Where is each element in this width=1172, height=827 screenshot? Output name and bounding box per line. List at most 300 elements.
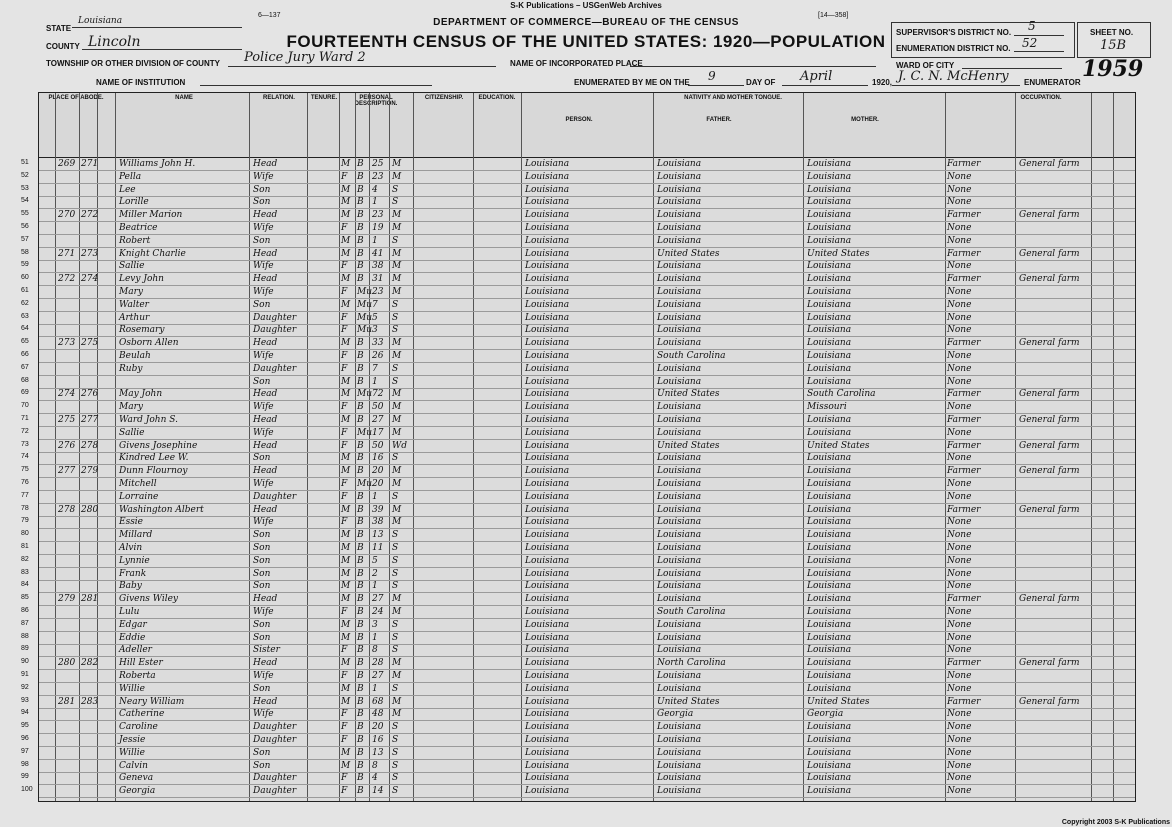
cell-race: B [357, 658, 364, 669]
cell-name: Calvin [119, 760, 148, 771]
cell-birth: Louisiana [525, 491, 570, 502]
cell-age: 38 [372, 261, 384, 272]
cell-birth: Louisiana [525, 683, 570, 694]
cell-sex: M [341, 159, 351, 169]
table-row [21, 235, 1135, 248]
cell-mar: S [392, 735, 399, 745]
cell-sex: M [341, 594, 351, 605]
cell-father: Louisiana [657, 773, 702, 784]
cell-birth: Louisiana [525, 338, 570, 349]
cell-family: 274 [81, 274, 99, 285]
cell-mar: S [392, 645, 399, 656]
table-row [21, 671, 1135, 683]
day-of-label: DAY OF [746, 78, 776, 87]
cell-father: Louisiana [657, 645, 702, 656]
cell-family: 279 [81, 466, 99, 477]
cell-age: 5 [372, 312, 378, 323]
cell-dwelling: 278 [58, 504, 76, 515]
county-line [82, 49, 242, 50]
cell-name: Lynnie [119, 555, 150, 566]
cell-industry: General farm [1019, 440, 1080, 451]
cell-name: Lee [119, 184, 136, 195]
cell-age: 50 [372, 402, 384, 413]
ward-label: WARD OF CITY [896, 61, 955, 70]
cell-race: B [357, 568, 364, 579]
cell-sex: F [341, 607, 348, 617]
cell-father: Louisiana [657, 632, 702, 643]
cell-occ: None [947, 363, 972, 374]
cell-occ: None [947, 376, 972, 387]
cell-sex: M [341, 210, 351, 221]
cell-name: Eddie [119, 632, 146, 643]
cell-rel: Son [253, 235, 271, 246]
cell-mother: Louisiana [807, 568, 852, 579]
cell-race: B [357, 760, 364, 771]
cell-race: B [357, 235, 364, 246]
cell-line: 68 [21, 376, 29, 384]
cell-mother: Louisiana [807, 517, 852, 528]
cell-mar: M [392, 223, 402, 233]
cell-birth: Louisiana [525, 658, 570, 669]
table-row [21, 709, 1135, 721]
cell-line: 78 [21, 504, 29, 512]
cell-mother: Louisiana [807, 479, 852, 489]
day-line [688, 85, 744, 86]
cell-mother: Louisiana [807, 619, 852, 630]
cell-mar: S [392, 325, 399, 336]
cell-sex: M [341, 683, 351, 694]
cell-mother: Louisiana [807, 786, 852, 797]
stamp-number: 1959 [1082, 56, 1144, 82]
cell-mar: M [392, 466, 402, 477]
cell-line: 53 [21, 184, 29, 192]
cell-sex: M [341, 184, 351, 195]
cell-father: Georgia [657, 709, 694, 720]
cell-mar: S [392, 312, 399, 323]
cell-age: 14 [372, 786, 384, 797]
cell-father: Louisiana [657, 543, 702, 553]
cell-family: 281 [81, 594, 99, 605]
cell-race: Mu [357, 287, 373, 297]
cell-name: Mitchell [119, 479, 157, 489]
cell-birth: Louisiana [525, 581, 570, 592]
cell-sex: F [341, 671, 348, 681]
cell-age: 13 [372, 530, 384, 541]
publisher-banner: S-K Publications – USGenWeb Archives [510, 1, 662, 10]
cell-race: B [357, 210, 364, 221]
cell-rel: Daughter [253, 773, 297, 784]
cell-birth: Louisiana [525, 453, 570, 464]
cell-race: B [357, 261, 364, 272]
cell-sex: F [341, 735, 348, 745]
cell-rel: Wife [253, 479, 274, 489]
cell-father: Louisiana [657, 683, 702, 694]
department-heading: DEPARTMENT OF COMMERCE—BUREAU OF THE CENSUS [433, 17, 739, 28]
cell-father: Louisiana [657, 491, 702, 502]
cell-race: B [357, 594, 364, 605]
cell-mar: S [392, 722, 399, 733]
cell-occ: None [947, 683, 972, 694]
cell-age: 50 [372, 440, 384, 451]
table-row [21, 440, 1135, 453]
cell-rel: Head [253, 415, 278, 425]
cell-age: 16 [372, 735, 384, 745]
cell-mother: Louisiana [807, 338, 852, 349]
cell-age: 1 [372, 197, 378, 208]
cell-age: 3 [372, 619, 378, 630]
cell-rel: Son [253, 530, 271, 541]
cell-name: Beulah [119, 351, 151, 361]
cell-age: 2 [372, 568, 378, 579]
cell-mar: M [392, 402, 402, 413]
cell-father: Louisiana [657, 735, 702, 745]
cell-sex: F [341, 402, 348, 413]
cell-name: Georgia [119, 786, 156, 797]
cell-mother: Louisiana [807, 491, 852, 502]
cell-mar: S [392, 619, 399, 630]
cell-mother: Louisiana [807, 363, 852, 374]
cell-race: B [357, 440, 364, 451]
cell-race: B [357, 504, 364, 515]
cell-line: 71 [21, 415, 29, 422]
cell-name: Edgar [119, 619, 147, 630]
form-code-left: 6—137 [258, 12, 281, 19]
cell-birth: Louisiana [525, 389, 570, 400]
cell-rel: Wife [253, 709, 274, 720]
group-relation: RELATION. [263, 95, 295, 101]
table-row [21, 530, 1135, 542]
cell-line: 62 [21, 299, 29, 307]
cell-rel: Head [253, 389, 278, 400]
cell-birth: Louisiana [525, 376, 570, 387]
cell-sex: M [341, 504, 351, 515]
cell-age: 23 [372, 210, 384, 221]
cell-name: Catherine [119, 709, 165, 720]
cell-mar: M [392, 389, 402, 400]
cell-industry: General farm [1019, 159, 1080, 169]
cell-birth: Louisiana [525, 504, 570, 515]
cell-occ: None [947, 171, 972, 182]
cell-industry: General farm [1019, 389, 1080, 400]
cell-mother: Louisiana [807, 773, 852, 784]
cell-birth: Louisiana [525, 543, 570, 553]
cell-rel: Head [253, 248, 278, 259]
cell-age: 38 [372, 517, 384, 528]
cell-mother: Louisiana [807, 171, 852, 182]
cell-line: 91 [21, 671, 29, 678]
cell-father: Louisiana [657, 415, 702, 425]
cell-dwelling: 277 [58, 466, 76, 477]
cell-age: 1 [372, 632, 378, 643]
cell-industry: General farm [1019, 504, 1080, 515]
cell-occ: Farmer [947, 274, 981, 285]
cell-family: 275 [81, 338, 99, 349]
cell-birth: Louisiana [525, 696, 570, 707]
cell-mar: M [392, 594, 402, 605]
cell-birth: Louisiana [525, 325, 570, 336]
cell-race: B [357, 171, 364, 182]
cell-line: 86 [21, 607, 29, 614]
cell-mar: S [392, 773, 399, 784]
cell-birth: Louisiana [525, 287, 570, 297]
cell-age: 1 [372, 683, 378, 694]
cell-rel: Head [253, 594, 278, 605]
cell-name: Levy John [119, 274, 164, 285]
cell-race: B [357, 376, 364, 387]
cell-name: Roberta [119, 671, 156, 681]
cell-race: Mu [357, 389, 373, 400]
institution-label: NAME OF INSTITUTION [96, 78, 186, 87]
cell-dwelling: 275 [58, 415, 76, 425]
cell-occ: None [947, 427, 972, 438]
cell-race: B [357, 773, 364, 784]
table-row [21, 415, 1135, 427]
cell-rel: Head [253, 466, 278, 477]
cell-name: Ruby [119, 363, 143, 374]
cell-line: 59 [21, 261, 29, 269]
cell-family: 273 [81, 248, 99, 259]
cell-line: 88 [21, 632, 29, 640]
cell-mother: Louisiana [807, 159, 852, 169]
cell-father: Louisiana [657, 466, 702, 477]
cell-sex: F [341, 325, 348, 336]
table-row [21, 351, 1135, 363]
cell-family: 272 [81, 210, 99, 221]
cell-age: 8 [372, 760, 378, 771]
enumeration-label: ENUMERATION DISTRICT NO. [896, 44, 1011, 53]
cell-father: United States [657, 440, 720, 451]
cell-birth: Louisiana [525, 299, 570, 310]
cell-mother: Louisiana [807, 555, 852, 566]
cell-sex: F [341, 709, 348, 720]
township-line [228, 66, 496, 67]
cell-line: 84 [21, 581, 29, 589]
cell-mother: Louisiana [807, 747, 852, 758]
cell-sex: M [341, 248, 351, 259]
table-row [21, 773, 1135, 785]
cell-father: Louisiana [657, 427, 702, 438]
cell-line: 75 [21, 466, 29, 474]
cell-sex: M [341, 466, 351, 477]
cell-father: South Carolina [657, 351, 726, 361]
cell-mother: Louisiana [807, 427, 852, 438]
cell-age: 24 [372, 607, 384, 617]
cell-age: 20 [372, 466, 384, 477]
cell-mother: Louisiana [807, 466, 852, 477]
table-row [21, 722, 1135, 734]
cell-mar: M [392, 671, 402, 681]
cell-birth: Louisiana [525, 747, 570, 758]
table-row [21, 159, 1135, 171]
cell-mother: Louisiana [807, 530, 852, 541]
cell-mother: Louisiana [807, 504, 852, 515]
cell-father: Louisiana [657, 453, 702, 464]
table-row [21, 402, 1135, 414]
subhead-person: PERSON. [565, 117, 593, 123]
table-row [21, 325, 1135, 337]
cell-industry: General farm [1019, 466, 1080, 477]
cell-birth: Louisiana [525, 402, 570, 413]
cell-age: 7 [372, 363, 378, 374]
cell-family: 278 [81, 440, 99, 451]
cell-race: B [357, 645, 364, 656]
cell-name: Arthur [119, 312, 150, 323]
cell-rel: Son [253, 184, 271, 195]
cell-mother: Louisiana [807, 683, 852, 694]
cell-birth: Louisiana [525, 235, 570, 246]
cell-mother: Louisiana [807, 197, 852, 208]
cell-rel: Wife [253, 171, 274, 182]
cell-race: B [357, 159, 364, 169]
cell-rel: Son [253, 683, 271, 694]
cell-sex: M [341, 696, 351, 707]
table-row [21, 491, 1135, 504]
cell-race: B [357, 197, 364, 208]
table-row [21, 389, 1135, 401]
cell-race: B [357, 722, 364, 733]
enumerator-label: ENUMERATOR [1024, 78, 1081, 87]
cell-name: Neary William [119, 696, 185, 707]
cell-race: B [357, 338, 364, 349]
cell-age: 1 [372, 581, 378, 592]
cell-sex: M [341, 619, 351, 630]
cell-family: 271 [81, 159, 99, 169]
cell-occ: None [947, 722, 972, 733]
cell-sex: M [341, 543, 351, 553]
cell-occ: None [947, 671, 972, 681]
cell-race: B [357, 581, 364, 592]
cell-race: Mu [357, 312, 373, 323]
cell-occ: None [947, 619, 972, 630]
cell-sex: M [341, 338, 351, 349]
cell-mar: M [392, 504, 402, 515]
cell-birth: Louisiana [525, 415, 570, 425]
cell-family: 280 [81, 504, 99, 515]
cell-birth: Louisiana [525, 466, 570, 477]
cell-rel: Son [253, 197, 271, 208]
table-row [21, 197, 1135, 209]
cell-name: Baby [119, 581, 142, 592]
table-row [21, 760, 1135, 773]
cell-rel: Son [253, 453, 271, 464]
cell-name: Miller Marion [119, 210, 183, 221]
cell-mar: S [392, 235, 399, 246]
table-row [21, 607, 1135, 619]
cell-age: 25 [372, 159, 384, 169]
cell-rel: Son [253, 760, 271, 771]
cell-mar: M [392, 261, 402, 272]
cell-line: 66 [21, 351, 29, 358]
cell-race: B [357, 709, 364, 720]
cell-father: Louisiana [657, 619, 702, 630]
cell-name: Frank [119, 568, 147, 579]
cell-mar: M [392, 274, 402, 285]
table-row [21, 747, 1135, 760]
cell-line: 99 [21, 773, 29, 781]
cell-father: Louisiana [657, 530, 702, 541]
cell-mar: M [392, 287, 402, 297]
cell-mar: S [392, 491, 399, 502]
cell-sex: F [341, 517, 348, 528]
cell-sex: F [341, 312, 348, 323]
cell-rel: Head [253, 504, 278, 515]
cell-name: Jessie [119, 735, 146, 745]
cell-dwelling: 272 [58, 274, 76, 285]
cell-occ: None [947, 786, 972, 797]
cell-occ: Farmer [947, 248, 981, 259]
cell-mar: S [392, 683, 399, 694]
cell-occ: Farmer [947, 696, 981, 707]
enumerator-line [892, 85, 1020, 86]
cell-birth: Louisiana [525, 440, 570, 451]
cell-race: B [357, 184, 364, 195]
cell-race: B [357, 223, 364, 233]
cell-occ: None [947, 479, 972, 489]
cell-mother: United States [807, 248, 870, 259]
cell-line: 90 [21, 658, 29, 666]
cell-mar: S [392, 760, 399, 771]
cell-mother: Louisiana [807, 299, 852, 310]
cell-industry: General farm [1019, 415, 1080, 425]
cell-rel: Son [253, 619, 271, 630]
cell-occ: None [947, 197, 972, 208]
cell-sex: F [341, 171, 348, 182]
cell-mother: Louisiana [807, 671, 852, 681]
cell-age: 28 [372, 658, 384, 669]
cell-occ: None [947, 223, 972, 233]
cell-name: Mary [119, 287, 143, 297]
table-row [21, 504, 1135, 517]
cell-father: Louisiana [657, 555, 702, 566]
cell-line: 83 [21, 568, 29, 576]
cell-rel: Wife [253, 517, 274, 528]
cell-mother: Louisiana [807, 376, 852, 387]
cell-father: Louisiana [657, 517, 702, 528]
incorporated-line [630, 66, 876, 67]
cell-family: 277 [81, 415, 99, 425]
cell-name: Williams John H. [119, 159, 196, 169]
cell-birth: Louisiana [525, 671, 570, 681]
cell-industry: General farm [1019, 274, 1080, 285]
cell-race: B [357, 248, 364, 259]
cell-mar: M [392, 479, 402, 489]
cell-race: Mu [357, 479, 373, 489]
cell-mother: Louisiana [807, 594, 852, 605]
cell-race: B [357, 735, 364, 745]
cell-rel: Wife [253, 287, 274, 297]
cell-race: B [357, 274, 364, 285]
cell-occ: None [947, 709, 972, 720]
cell-race: B [357, 466, 364, 477]
cell-rel: Son [253, 632, 271, 643]
cell-sex: F [341, 427, 348, 438]
cell-mother: Louisiana [807, 287, 852, 297]
table-row [21, 696, 1135, 709]
cell-age: 48 [372, 709, 384, 720]
supervisor-value: 5 [1028, 19, 1036, 33]
cell-father: Louisiana [657, 760, 702, 771]
cell-sex: M [341, 299, 351, 310]
cell-race: B [357, 696, 364, 707]
cell-mar: S [392, 197, 399, 208]
cell-occ: Farmer [947, 210, 981, 221]
cell-family: 276 [81, 389, 99, 400]
cell-age: 27 [372, 671, 384, 681]
group-occupation: OCCUPATION. [1020, 95, 1062, 101]
cell-mar: M [392, 351, 402, 361]
cell-occ: Farmer [947, 159, 981, 169]
cell-industry: General farm [1019, 658, 1080, 669]
